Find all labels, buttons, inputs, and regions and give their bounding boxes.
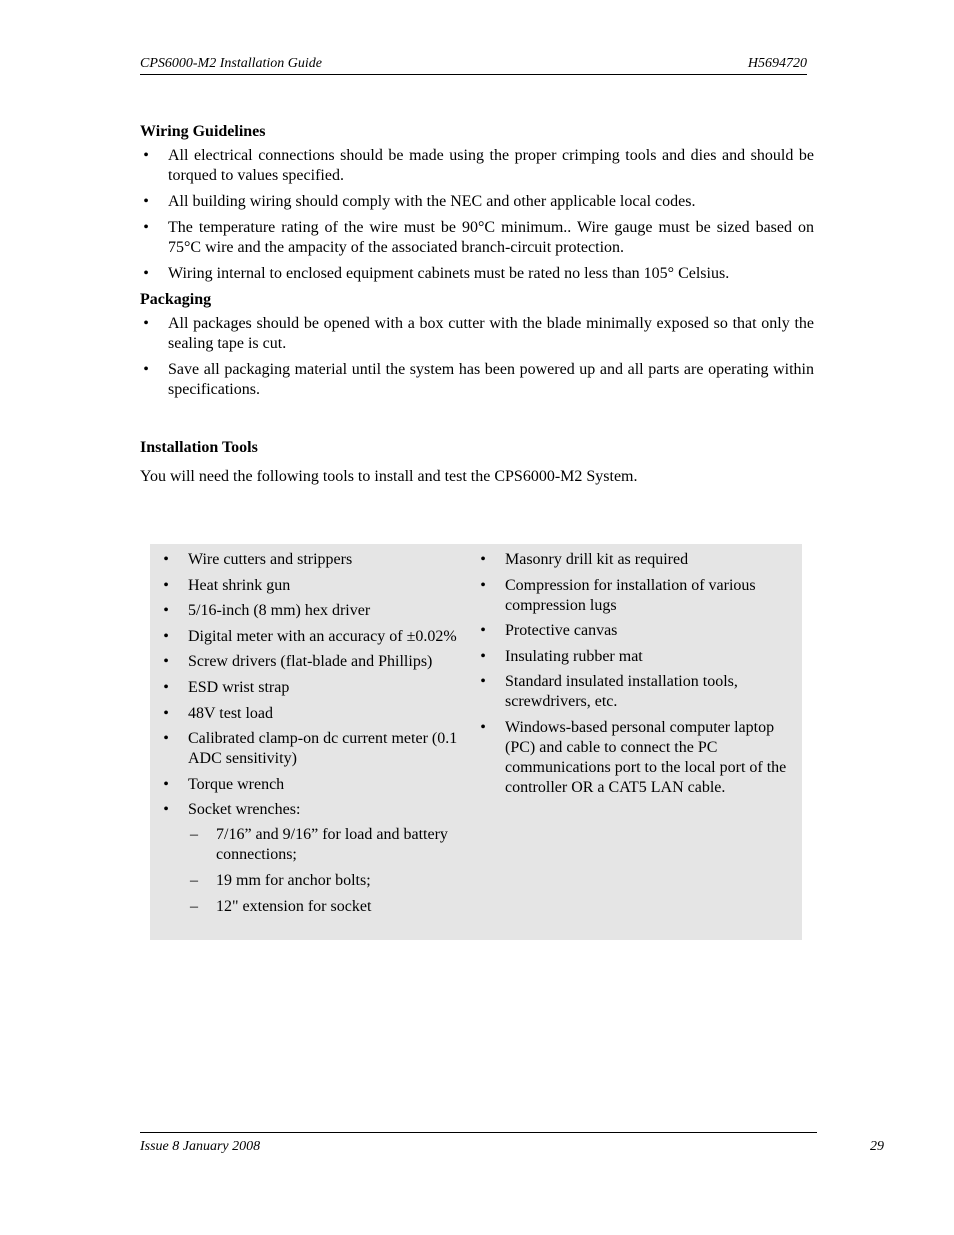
list-item: • Digital meter with an accuracy of ±0.02% xyxy=(160,627,460,647)
list-item: • Insulating rubber mat xyxy=(477,647,789,667)
bullet-icon: • xyxy=(143,219,149,236)
bullet-icon: • xyxy=(143,315,149,332)
main-content xyxy=(140,122,814,487)
bullet-icon: • xyxy=(163,627,169,645)
list-item: • 5/16-inch (8 mm) hex driver xyxy=(160,601,460,621)
socket-sublist xyxy=(188,825,460,916)
list-item: • ESD wrist strap xyxy=(160,678,460,698)
tools-right-column xyxy=(477,550,789,804)
list-item: • All packages should be opened with a box cutter with the blade minimally exposed so that only the sealing tape is cut. xyxy=(140,314,814,354)
footer-rule xyxy=(140,1132,817,1133)
dash-icon: – xyxy=(190,826,198,844)
list-item: • Calibrated clamp-on dc current meter (0.1 ADC sensitivity) xyxy=(160,729,460,769)
bullet-icon: • xyxy=(480,622,486,640)
header-doc-number: H5694720 xyxy=(747,56,807,71)
list-item: • Protective canvas xyxy=(477,621,789,641)
wiring-section xyxy=(140,122,814,284)
footer-issue: Issue 8 January 2008 xyxy=(140,1139,261,1154)
bullet-icon: • xyxy=(480,718,486,736)
bullet-icon: • xyxy=(163,678,169,696)
list-item: • All building wiring should comply with the NEC and other applicable local codes. xyxy=(140,192,814,212)
dash-icon: – xyxy=(190,897,198,915)
list-item: • Windows-based personal computer laptop (PC) and cable to connect the PC communications port to the local port of the controller OR a CAT5 LAN cable. xyxy=(477,718,789,798)
header-doc-title: CPS6000-M2 Installation Guide xyxy=(140,56,322,71)
bullet-icon: • xyxy=(163,602,169,620)
bullet-icon: • xyxy=(143,147,149,164)
list-item: • Standard insulated installation tools, screwdrivers, etc. xyxy=(477,672,789,712)
list-item: • All electrical connections should be made using the proper crimping tools and dies and should be torqued to values specified. xyxy=(140,146,814,186)
bullet-icon: • xyxy=(480,647,486,665)
packaging-heading: Packaging xyxy=(140,291,212,308)
wiring-list xyxy=(140,146,814,284)
list-item: • 48V test load xyxy=(160,704,460,724)
list-item: • Socket wrenches: – 7/16” and 9/16” for load and battery connections; – 19 mm for anchor bolts; – 12" extension for socket xyxy=(160,800,460,916)
tools-section xyxy=(140,438,814,487)
bullet-icon: • xyxy=(163,576,169,594)
bullet-icon: • xyxy=(480,551,486,568)
list-item: • The temperature rating of the wire must be 90°C minimum.. Wire gauge must be sized based on 75°C wire and the ampacity of the associated branch-circuit protection. xyxy=(140,218,814,258)
bullet-icon: • xyxy=(143,265,149,282)
list-item: • Compression for installation of various compression lugs xyxy=(477,576,789,616)
tools-left-column xyxy=(160,550,460,922)
bullet-icon: • xyxy=(480,576,486,594)
list-item: • Save all packaging material until the system has been powered up and all parts are operating within specifications. xyxy=(140,360,814,400)
tools-heading: Installation Tools xyxy=(140,439,258,456)
tools-right-list xyxy=(477,550,789,798)
bullet-icon: • xyxy=(143,361,149,378)
bullet-icon: • xyxy=(163,801,169,819)
bullet-icon: • xyxy=(163,730,169,748)
tools-box xyxy=(150,544,802,940)
tools-left-list xyxy=(160,550,460,917)
bullet-icon: • xyxy=(163,704,169,722)
list-item: • Heat shrink gun xyxy=(160,576,460,596)
list-item: • Wiring internal to enclosed equipment cabinets must be rated no less than 105° Celsius. xyxy=(140,264,814,284)
sub-list-item: – 19 mm for anchor bolts; xyxy=(190,871,371,889)
bullet-icon: • xyxy=(163,551,169,568)
page-header xyxy=(140,56,807,75)
sub-list-item: – 12" extension for socket xyxy=(190,897,372,915)
list-item: • Wire cutters and strippers xyxy=(160,550,460,570)
page-number: 29 xyxy=(870,1139,884,1154)
wiring-heading: Wiring Guidelines xyxy=(140,123,266,140)
list-item: • Torque wrench xyxy=(160,775,460,795)
packaging-list xyxy=(140,314,814,400)
packaging-section xyxy=(140,290,814,400)
bullet-icon: • xyxy=(163,775,169,793)
tools-intro: You will need the following tools to install and test the CPS6000-M2 System. xyxy=(140,468,638,485)
bullet-icon: • xyxy=(480,673,486,691)
bullet-icon: • xyxy=(143,193,149,210)
sub-list-item: – 7/16” and 9/16” for load and battery connections; xyxy=(190,826,448,864)
bullet-icon: • xyxy=(163,653,169,671)
dash-icon: – xyxy=(190,871,198,889)
list-item: • Screw drivers (flat-blade and Phillips) xyxy=(160,652,460,672)
list-item: • Masonry drill kit as required xyxy=(477,550,789,570)
